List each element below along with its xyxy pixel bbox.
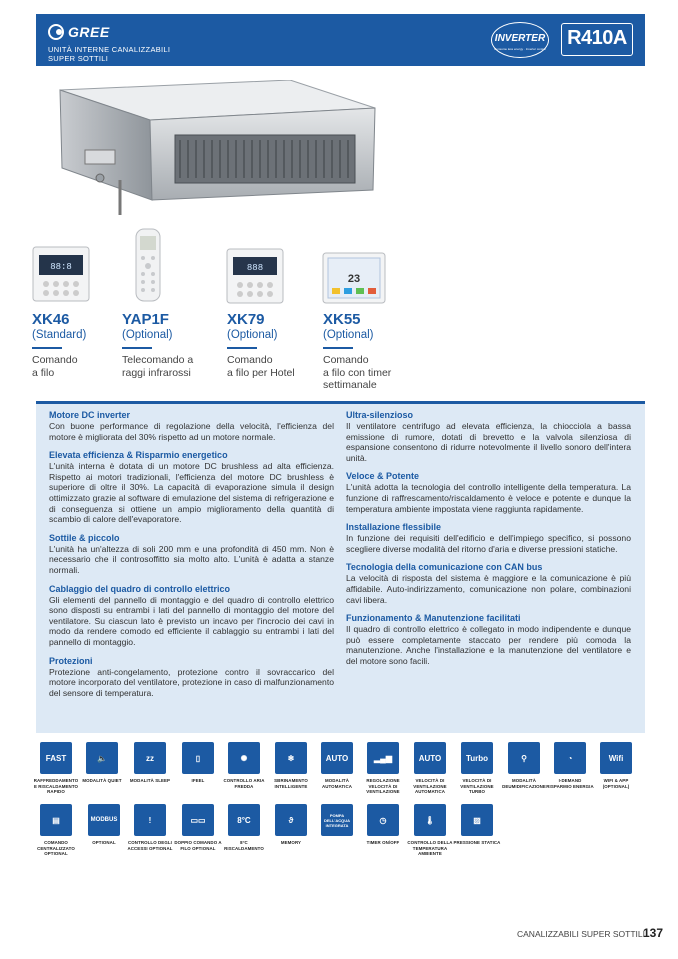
- feature-icon-static-pressure: [453, 804, 501, 846]
- feature-title: Motore DC inverter: [49, 410, 131, 420]
- feature-block: [49, 584, 334, 648]
- cold-air-icon: ✺: [228, 742, 260, 774]
- controller-model: XK79: [227, 311, 265, 328]
- controller-type: (Standard): [32, 329, 87, 341]
- icon-label: CONTROLLO DELLA TEMPERATURA AMBIENTE: [407, 840, 453, 857]
- timer-icon: ◷: [367, 804, 399, 836]
- feature-title: Sottile & piccolo: [49, 532, 120, 543]
- central-control-icon: ▤: [40, 804, 72, 836]
- feature-icon-timer: [359, 804, 407, 846]
- feature-icon-fast: [32, 742, 80, 795]
- turbo-icon: Turbo: [461, 742, 493, 774]
- inverter-badge: [491, 22, 549, 58]
- feature-text: Con buone performance di regolazione della velocità, l'efficienza del motore è migliorata del 30% rispetto ad un motore normale.: [49, 421, 334, 442]
- header-category: UNITÀ INTERNE CANALIZZABILI: [48, 45, 171, 54]
- feature-text: Il quadro di controllo elettrico è collegato in modo indipendente e dunque può essere completamente staccato per rendere più comoda la manutenzione. Anche l'installazione e la manutenzione del ventilatore e del motore sono facili.: [346, 624, 631, 666]
- feature-text: La velocità di risposta del sistema è maggiore e la comunicazione è più affidabile. Auto-indirizzamento, comunicazione non polare, combinazioni cavi libera.: [346, 573, 631, 605]
- icon-label: I-DEMAND RISPARMIO ENERGIA: [546, 778, 594, 789]
- ifeel-icon: ▯: [182, 742, 214, 774]
- feature-icon-defrost: [267, 742, 315, 789]
- feature-text: L'unità adotta la tecnologia del controllo intelligente della temperatura. La funzione di raffrescamento/riscaldamento è veloce e potente e dunque la temperatura ambiente impostata viene raggiunta rapidamente.: [346, 482, 631, 514]
- controller-desc-line: settimanale: [323, 379, 377, 391]
- features-right-column: [346, 410, 631, 675]
- brand-logo: [48, 24, 110, 40]
- feature-text: Gli elementi del pannello di montaggio e del quadro di controllo elettrico sono disposti su entrambi i lati del pannello di montaggio del motore del ventilatore. Su ciascun lato è previsto un incavo per l'incrocio dei cavi in modo da rendere comodo ed efficiente il cablaggio su entrambi i lati del pannello di montaggio.: [49, 594, 334, 647]
- access-control-icon: !: [134, 804, 166, 836]
- feature-icon-modbus: [80, 804, 128, 846]
- controller-yap1f: [122, 312, 232, 379]
- feature-title: Funzionamento & Manutenzione facilitati: [346, 613, 521, 624]
- feature-block: [49, 410, 334, 442]
- xk55-controller-image: [322, 252, 386, 304]
- icon-label: CONTROLLO DEGLI ACCESSI OPTIONAL: [127, 840, 173, 851]
- feature-title: Ultra-silenzioso: [346, 410, 414, 420]
- icon-label: MODALITÀ AUTOMATICA: [321, 778, 353, 789]
- icon-label: REGOLAZIONE VELOCITÀ DI VENTILAZIONE: [366, 778, 400, 795]
- controller-desc-line: a filo per Hotel: [227, 366, 295, 379]
- controller-divider: [32, 347, 62, 349]
- modbus-icon: MODBUS: [88, 804, 120, 836]
- xk79-screen-text: 888: [246, 263, 264, 273]
- quiet-icon: 🔈: [86, 742, 118, 774]
- feature-title: Elevata efficienza & Risparmio energetico: [49, 450, 228, 461]
- controller-type: (Optional): [122, 329, 173, 341]
- controller-desc-line: a filo con timer: [323, 366, 392, 379]
- sleep-icon: zz: [134, 742, 166, 774]
- feature-title: Veloce & Potente: [346, 471, 420, 482]
- wifi-icon: Wifi: [600, 742, 632, 774]
- fast-icon: FAST: [40, 742, 72, 774]
- feature-title: Tecnologia della comunicazione con CAN bus: [346, 562, 543, 573]
- brand-name: GREE: [68, 24, 110, 40]
- water-pump-icon: POMPA DELL'ACQUA INTEGRATA: [321, 804, 353, 836]
- icon-label: TIMER ON/OFF: [366, 840, 400, 845]
- feature-icon-water-pump: [313, 804, 361, 840]
- feature-icon-auto-mode: [313, 742, 361, 789]
- feature-icon-cold-air: [220, 742, 268, 789]
- heating-8c-icon: 8°C: [228, 804, 260, 836]
- controller-model: YAP1F: [122, 311, 169, 328]
- feature-icon-8c-heating: [220, 804, 268, 851]
- icon-label: CONTROLLO ARIA FREDDA: [223, 778, 265, 789]
- controller-divider: [122, 347, 152, 349]
- feature-icon-memory: [267, 804, 315, 846]
- page-number: 137: [643, 926, 664, 940]
- icon-label: IFEEL: [191, 778, 205, 783]
- icon-label: MODALITÀ SLEEP: [129, 778, 171, 783]
- feature-block: [346, 471, 631, 514]
- footer-section-title: CANALIZZABILI SUPER SOTTILI: [517, 929, 646, 939]
- controller-desc-line: raggi infrarossi: [122, 366, 191, 379]
- icon-label: 8°C RISCALDAMENTO: [224, 840, 264, 851]
- feature-text: In funzione dei requisiti dell'edificio e dell'impiego specifico, si possono scegliere diverse modalità del ritorno d'aria e diverse pressioni statiche.: [346, 533, 631, 554]
- feature-block: [49, 533, 334, 576]
- ducted-unit-image: [40, 80, 385, 225]
- feature-title: Cablaggio del quadro di controllo elettrico: [49, 583, 231, 594]
- icon-label: DOPPIO COMANDO A FILO OPTIONAL: [174, 840, 222, 851]
- feature-icon-access-control: [126, 804, 174, 851]
- controller-desc-line: Comando: [323, 354, 369, 366]
- header-subcategory: SUPER SOTTILI: [48, 54, 109, 63]
- icon-label: MODALITÀ QUIET: [82, 778, 122, 783]
- feature-block: [49, 656, 334, 699]
- dual-control-icon: ▭▭: [182, 804, 214, 836]
- feature-icon-fan-speed: [359, 742, 407, 795]
- fan-speed-icon: ▂▄▆: [367, 742, 399, 774]
- icon-label: VELOCITÀ DI VENTILAZIONE AUTOMATICA: [413, 778, 447, 795]
- feature-text: L'unità ha un'altezza di soli 200 mm e una profondità di 450 mm. Non è necessario che il controsoffitto sia molto alto. L'unità è adatta a stanze normali.: [49, 543, 334, 575]
- icon-label: VELOCITÀ DI VENTILAZIONE TURBO: [460, 778, 494, 795]
- controller-type: (Optional): [323, 329, 374, 341]
- controller-xk79: [227, 312, 337, 379]
- icon-label: WIFI & APP (OPTIONAL): [602, 778, 630, 789]
- controller-desc-line: Comando: [227, 354, 273, 366]
- icon-label: COMANDO CENTRALIZZATO OPTIONAL: [37, 840, 75, 857]
- feature-icon-ifeel: [174, 742, 222, 784]
- thermometer-icon: 🌡: [414, 804, 446, 836]
- auto-mode-icon: AUTO: [321, 742, 353, 774]
- icon-label: OPTIONAL: [92, 840, 116, 845]
- feature-icon-wifi: [592, 742, 640, 789]
- feature-text: Il ventilatore centrifugo ad elevata efficienza, la chiocciola a bassa emissione di rumore, dotati di brevetto e la valvola silenziosa di espansione consentono di ridurre notevolmente il livello sonoro dell'intera unità.: [346, 421, 631, 463]
- feature-block: [49, 450, 334, 525]
- controller-model: XK46: [32, 311, 70, 328]
- feature-icon-quiet: [78, 742, 126, 784]
- memory-icon: ϑ: [275, 804, 307, 836]
- feature-block: [346, 522, 631, 554]
- i-demand-icon: ◔: [554, 742, 586, 774]
- features-panel: [36, 401, 645, 733]
- icon-label: PRESSIONE STATICA: [453, 840, 501, 845]
- xk46-screen-text: 88:8: [50, 262, 72, 272]
- icon-label: RAFFREDDAMENTO E RISCALDAMENTO RAPIDO: [33, 778, 79, 795]
- gree-logo-icon: [48, 24, 64, 40]
- feature-icon-dehumidify: [500, 742, 548, 789]
- controller-divider: [227, 347, 257, 349]
- yap1f-remote-image: [134, 228, 162, 302]
- defrost-icon: ❄: [275, 742, 307, 774]
- xk46-controller-image: [32, 246, 90, 302]
- refrigerant-badge: R410A: [561, 23, 633, 56]
- header-banner: [36, 14, 645, 66]
- feature-icon-central-control: [32, 804, 80, 857]
- feature-block: [346, 410, 631, 463]
- xk55-screen-text: 23: [347, 273, 361, 285]
- icon-label: MEMORY: [280, 840, 302, 845]
- feature-text: Protezione anti-congelamento, protezione contro il sovraccarico del motore incorporato del ventilatore, protezione in caso di malfunzionamento del sensore di temperatura.: [49, 666, 334, 698]
- icon-label: MODALITÀ DEUMIDIFICAZIONE: [502, 778, 546, 789]
- xk79-controller-image: [226, 248, 284, 304]
- static-pressure-icon: ▨: [461, 804, 493, 836]
- feature-icon-sleep: [126, 742, 174, 784]
- auto-fan-icon: AUTO: [414, 742, 446, 774]
- feature-text: L'unità interna è dotata di un motore DC brushless ad alta efficienza. Rispetto ai motori tradizionali, l'efficienza del motore DC brushless è superiore di oltre il 30%. La capacità di evaporazione simula il design ottimizzato grazie al software di emulazione del sistema di refrigerazione e di conseguenza si ottiene un ampio miglioramento della quantità di scambio di calore dell'evaporatore.: [49, 461, 334, 525]
- controller-xk55: [323, 312, 433, 392]
- controller-type: (Optional): [227, 329, 278, 341]
- feature-icon-i-demand: [546, 742, 594, 789]
- controller-desc-line: Telecomando a: [122, 354, 194, 366]
- feature-icon-turbo: [453, 742, 501, 795]
- feature-icon-auto-fan: [406, 742, 454, 795]
- feature-title: Protezioni: [49, 655, 93, 666]
- feature-block: [346, 562, 631, 605]
- feature-block: [346, 613, 631, 666]
- controller-desc-line: Comando: [32, 354, 78, 366]
- feature-title: Installazione flessibile: [346, 522, 442, 533]
- features-left-column: [49, 410, 334, 706]
- inverter-sublabel: Consume less energy · Inverter control: [494, 47, 546, 51]
- icon-label: SBRINAMENTO INTELLIGENTE: [274, 778, 308, 789]
- feature-icon-dual-control: [174, 804, 222, 851]
- controller-divider: [323, 347, 353, 349]
- inverter-label: INVERTER: [494, 33, 546, 44]
- controller-desc-line: a filo: [32, 366, 55, 379]
- dehumidify-icon: ⚲: [508, 742, 540, 774]
- controller-model: XK55: [323, 311, 361, 328]
- feature-icon-temp-control: [406, 804, 454, 857]
